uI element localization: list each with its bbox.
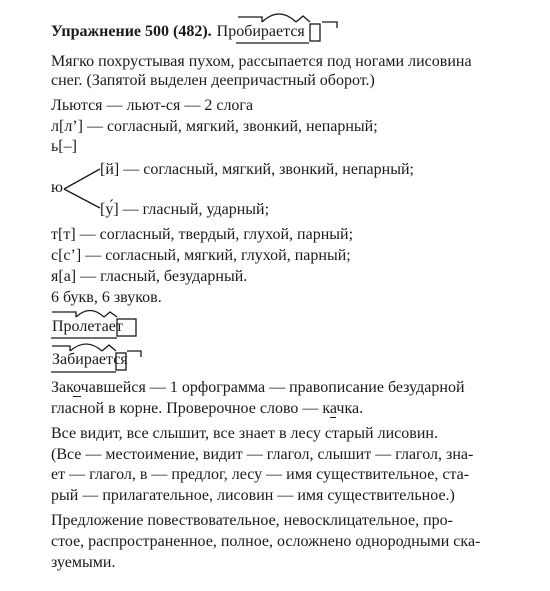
conclusion-line-1: Предложение повествовательное, невосклицательное, про- (51, 512, 453, 529)
orthogram-letter: о (73, 379, 81, 396)
phonetic-ya: я[а] — гласный, безударный. (51, 268, 248, 285)
morpheme-word-1: Пробирается (216, 23, 305, 40)
orthogram-text-c: гласной в корне. Проверочное слово — к (51, 400, 330, 417)
orthogram-text-a: Зак (51, 379, 74, 396)
orthogram-text-d: чка. (336, 400, 364, 417)
analysis-parts-1: (Все — местоимение, видит — глагол, слышит — глагол, зна- (51, 446, 474, 463)
morpheme-word-2: Пролетает (52, 318, 123, 335)
sentence-line-2: снег. (Запятой выделен деепричастный оборот.) (51, 72, 375, 89)
phonetic-yu-j: [й] — согласный, мягкий, звонкий, непарный; (100, 161, 414, 178)
morpheme-word-3: Забирается (52, 351, 128, 368)
phonetic-s: с[с’] — согласный, мягкий, глухой, парный; (51, 247, 351, 264)
phonetic-yu-letter: ю (51, 179, 63, 196)
phonetic-yu-u: [у́] — гласный, ударный; (100, 201, 270, 218)
syllable-split: Льются — льют-ся — 2 слога (51, 97, 254, 114)
phonetic-l: л[л’] — согласный, мягкий, звонкий, непарный; (51, 118, 378, 135)
orthogram-line-2 (51, 399, 363, 419)
conclusion-line-2: стое, распространенное, полное, осложнено однородными ска- (51, 533, 481, 550)
analysis-parts-2: ет — глагол, в — предлог, лесу — имя существительное, ста- (51, 466, 470, 483)
phonetic-soft-sign: ь[–] (51, 138, 77, 155)
morpheme-word-2-wrap (51, 317, 124, 337)
morpheme-word-3-wrap (51, 350, 129, 370)
analysis-sentence: Все видит, все слышит, все знает в лесу старый лисовин. (51, 425, 438, 442)
orthogram-text-b: чавшейся — 1 орфограмма — правописание безударной (80, 379, 465, 396)
orthogram-line-1 (51, 378, 465, 398)
letter-sound-count: 6 букв, 6 звуков. (51, 289, 162, 306)
exercise-heading: Упражнение 500 (482). (51, 23, 212, 40)
check-word-letter: а (329, 400, 337, 417)
conclusion-line-3: зуемыми. (51, 554, 116, 571)
analysis-parts-3: рый — прилагательное, лисовин — имя существительное.) (51, 487, 455, 504)
sentence-line-1: Мягко похрустывая пухом, рассыпается под ногами лисовина (51, 53, 472, 70)
phonetic-t: т[т] — согласный, твердый, глухой, парный; (51, 226, 354, 243)
